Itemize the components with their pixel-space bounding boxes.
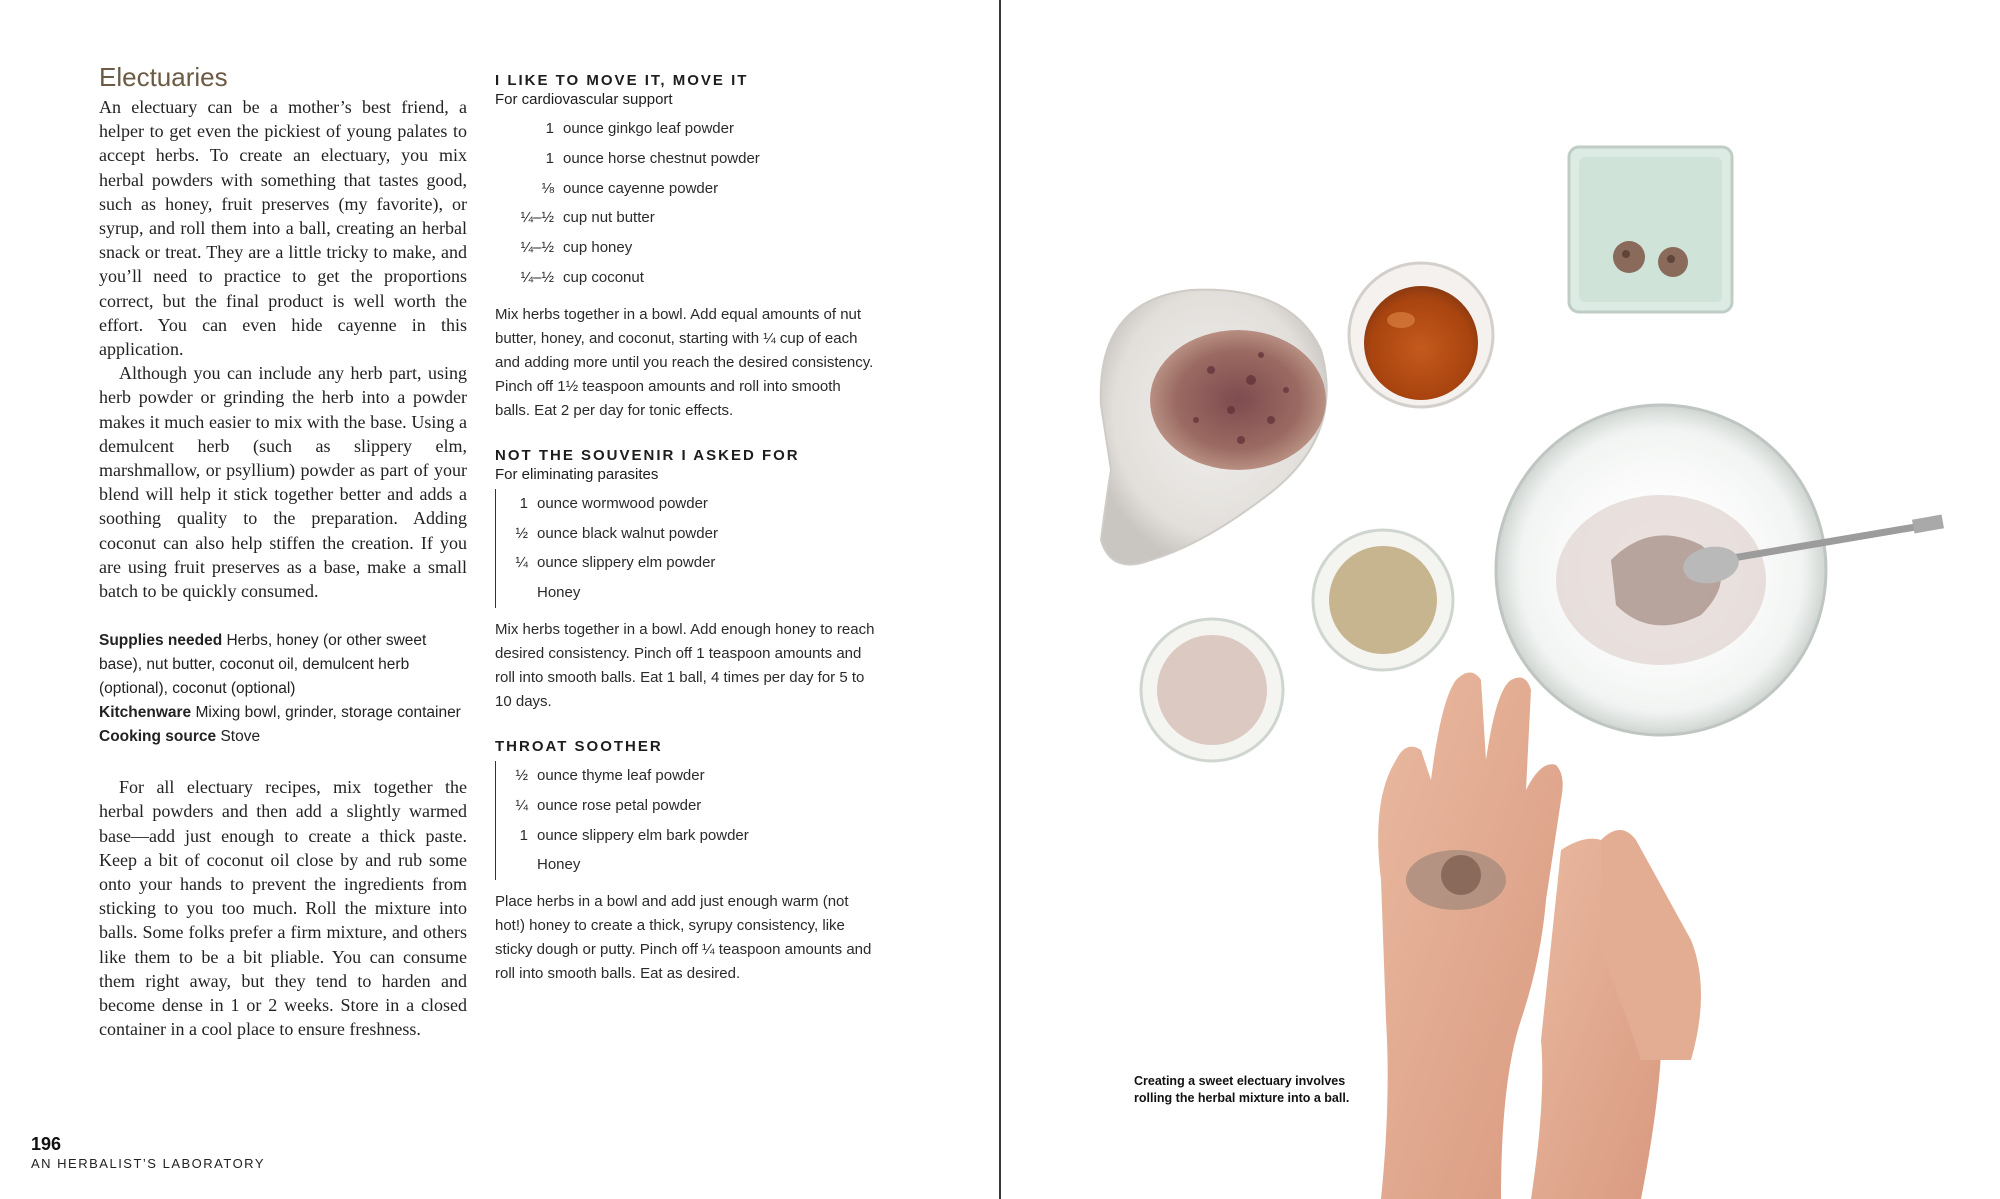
powder-jar-pink	[1141, 619, 1283, 761]
ingredient-qty	[496, 578, 528, 608]
section-title: Electuaries	[99, 62, 228, 92]
ingredient-qty: ¼–½	[520, 239, 554, 257]
supplies-block	[99, 629, 467, 749]
ingredient-qty: ¼	[515, 554, 528, 572]
ingredient-item	[496, 489, 875, 519]
cooking-label: Cooking source	[99, 728, 217, 746]
recipe-subtitle: For cardiovascular support	[495, 91, 673, 108]
cooking-text: Stove	[220, 728, 261, 746]
ingredient-qty: 1	[519, 826, 528, 844]
ingredient-text: ounce thyme leaf powder	[537, 766, 705, 784]
photo-caption: Creating a sweet electuary involves rolling the herbal mixture into a ball.	[1134, 1074, 1350, 1105]
recipe-title: I LIKE TO MOVE IT, MOVE IT	[495, 72, 749, 89]
ingredient-text: cup honey	[563, 239, 633, 257]
recipe-parasites	[495, 447, 875, 714]
ingredient-item	[496, 519, 875, 549]
supplies-label: Supplies needed	[99, 632, 223, 650]
ingredient-qty: 1	[545, 120, 554, 137]
recipe-cardiovascular	[495, 72, 875, 423]
intro-paragraph-3: For all electuary recipes, mix together the herbal powders and then add a slightly warmed base—add just enough to create a thick paste. Keep a bit of coconut oil close by and rub some onto your hands to prevent the ingredients from sticking to you too much. Roll the mixture into balls. Some folks prefer a firm mixture, and others like them to be a bit pliable. You can consume them right away, but they tend to harden and become dense in 1 or 2 weeks. Store in a closed container in a cool place to ensure freshness.	[99, 777, 467, 1040]
powder-jar-green	[1313, 530, 1453, 670]
recipe-title: NOT THE SOUVENIR I ASKED FOR	[495, 446, 800, 464]
right-page	[1001, 0, 2000, 1199]
intro-paragraph-1: An electuary can be a mother’s best friend, a helper to get even the pickiest of young palates to accept herbs. To create an electuary, you mix herbal powders with something that tastes good, such as honey, fruit preserves (my favorite), or syrup, and roll them into a ball, creating an herbal snack or treat. They are a little tricky to make, and you’ll need to practice to get the proportions correct, but the final product is well worth the effort. You can even hide cayenne in this application.	[99, 97, 467, 360]
ingredient-qty: ½	[515, 524, 528, 542]
recipe-directions: Place herbs in a bowl and add just enough warm (not hot!) honey to create a thick, syrupy consistency, like sticky dough or putty. Pinch off ¼ teaspoon amounts and roll into smooth balls. Eat as desired.	[495, 893, 872, 983]
mixing-bowl	[1496, 405, 1944, 735]
cooking-line	[99, 725, 467, 749]
ingredient-item	[496, 548, 875, 578]
recipe-directions: Mix herbs together in a bowl. Add enough honey to reach desired consistency. Pinch off 1 teaspoon amounts and roll into smooth balls. Eat 1 ball, 4 times per day for 5 to 10 days.	[495, 620, 875, 710]
ingredient-text: cup nut butter	[563, 209, 655, 227]
ingredient-list	[495, 114, 875, 293]
kitchenware-label: Kitchenware	[99, 704, 192, 722]
ingredient-text: Honey	[537, 584, 581, 602]
ingredient-item	[495, 144, 875, 174]
ingredient-item	[496, 821, 875, 851]
supplies-line	[99, 629, 467, 701]
intro-paragraph-2: Although you can include any herb part, using herb powder or grinding the herb into a powder makes it much easier to mix with the base. Using a demulcent herb (such as slippery elm, marshmallow, or psyllium) powder as part of your blend will help it stick together better and adds a soothing quality to the preparation. Adding coconut can also help stiffen the creation. If you are using fruit preserves as a base, make a small batch to be quickly consumed.	[99, 363, 467, 602]
ingredient-list	[495, 761, 875, 880]
hands	[1378, 673, 1701, 1199]
kitchenware-line	[99, 701, 467, 725]
electuary-photo	[1001, 0, 2000, 1199]
ingredient-text: ounce slippery elm powder	[537, 554, 716, 572]
ingredient-text: ounce rose petal powder	[537, 796, 702, 814]
ingredient-item	[495, 233, 875, 263]
ingredient-text: ounce wormwood powder	[537, 494, 708, 512]
ingredient-text: ounce black walnut powder	[537, 524, 718, 542]
ingredient-item	[496, 761, 875, 791]
ingredient-item	[495, 174, 875, 204]
recipe-subtitle: For eliminating parasites	[495, 465, 659, 483]
ingredient-text: Honey	[537, 856, 581, 874]
ingredient-item	[496, 578, 875, 608]
ingredient-text: ounce slippery elm bark powder	[537, 826, 749, 844]
ingredient-qty: ¼–½	[520, 209, 554, 227]
ingredient-qty: ½	[515, 766, 528, 784]
ingredient-qty: ¼–½	[520, 268, 554, 286]
recipe-throat-soother	[495, 738, 875, 986]
ingredient-item	[496, 791, 875, 821]
ingredient-text: cup coconut	[563, 268, 644, 286]
running-footer-book-title: AN HERBALIST’S LABORATORY	[31, 1156, 266, 1171]
honey-jar	[1349, 263, 1493, 407]
recipes-column	[495, 72, 875, 1010]
ingredient-item	[495, 263, 875, 293]
ingredient-qty: 1	[545, 149, 554, 167]
ingredient-list	[495, 489, 875, 608]
page-number: 196	[31, 1134, 62, 1154]
intro-column	[99, 62, 467, 1042]
ingredient-item	[496, 850, 875, 880]
supplies-text: Herbs, honey (or other sweet base), nut butter, coconut oil, demulcent herb (optional), coconut (optional)	[99, 632, 427, 698]
ingredient-qty: ⅛	[541, 179, 554, 197]
rose-petal-bowl	[1101, 290, 1327, 565]
ingredient-item	[495, 203, 875, 233]
ingredient-text: ounce cayenne powder	[563, 179, 719, 197]
kitchenware-text: Mixing bowl, grinder, storage container	[195, 704, 461, 722]
electuary-balls-dish	[1569, 147, 1732, 312]
ingredient-qty	[496, 850, 528, 880]
recipe-title: THROAT SOOTHER	[495, 737, 663, 755]
ingredient-qty: ¼	[515, 796, 528, 814]
ingredient-text: ounce ginkgo leaf powder	[563, 120, 734, 137]
ingredient-qty: 1	[519, 494, 528, 512]
ingredient-item	[495, 114, 875, 144]
ingredient-text: ounce horse chestnut powder	[563, 149, 760, 167]
recipe-directions: Mix herbs together in a bowl. Add equal amounts of nut butter, honey, and coconut, starting with ¼ cup of each and adding more until you reach the desired consistency. Pinch off 1½ teaspoon amounts and roll into smooth balls. Eat 2 per day for tonic effects.	[495, 305, 874, 419]
